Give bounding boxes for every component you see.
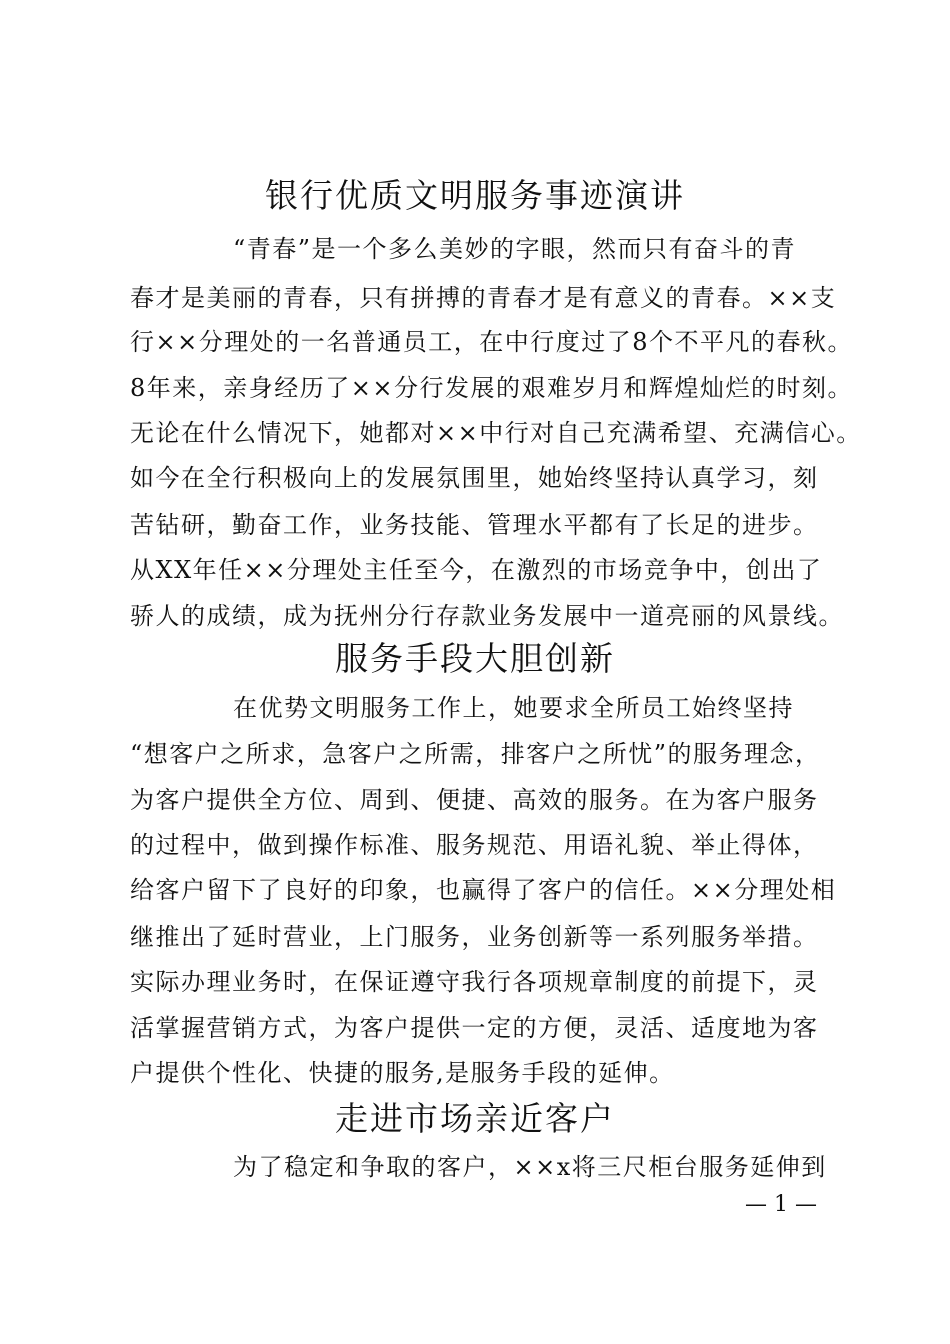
intro-line-9: 骄人的成绩，成为抚州分行存款业务发展中一道亮丽的风景线。: [130, 602, 844, 630]
intro-line-3: 行××分理处的一名普通员工，在中行度过了8个不平凡的春秋。: [130, 328, 853, 356]
intro-line-4: 8年来，亲身经历了××分行发展的艰难岁月和辉煌灿烂的时刻。: [130, 374, 853, 402]
intro-line-5: 无论在什么情况下，她都对××中行对自己充满希望、充满信心。: [130, 419, 862, 447]
intro-line-7: 苦钻研，勤奋工作，业务技能、管理水平都有了长足的进步。: [130, 511, 819, 539]
intro-line-6: 如今在全行积极向上的发展氛围里，她始终坚持认真学习，刻: [130, 464, 819, 492]
section1-line-3: 为客户提供全方位、周到、便捷、高效的服务。在为客户服务: [130, 786, 819, 814]
page-number: — 1 —: [745, 1192, 817, 1217]
document-title: 银行优质文明服务事迹演讲: [265, 176, 685, 215]
section1-line-4: 的过程中，做到操作标准、服务规范、用语礼貌、举止得体，: [130, 831, 819, 859]
section1-line-6: 继推出了延时营业，上门服务，业务创新等一系列服务举措。: [130, 923, 819, 951]
section-heading-market-customers: 走进市场亲近客户: [335, 1099, 615, 1138]
section1-line-1: 在优势文明服务工作上，她要求全所员工始终坚持: [233, 694, 794, 722]
section1-line-8: 活掌握营销方式，为客户提供一定的方便，灵活、适度地为客: [130, 1014, 819, 1042]
section1-line-5: 给客户留下了良好的印象，也赢得了客户的信任。××分理处相: [130, 876, 837, 904]
section-heading-service-innovation: 服务手段大胆创新: [335, 639, 615, 678]
section2-line-1: 为了稳定和争取的客户，××x将三尺柜台服务延伸到: [233, 1153, 827, 1181]
intro-line-8: 从XX年任××分理处主任至今，在激烈的市场竞争中，创出了: [130, 556, 823, 584]
section1-line-9: 户提供个性化、快捷的服务,是服务手段的延伸。: [130, 1059, 675, 1087]
intro-line-1: “青春”是一个多么美妙的字眼，然而只有奋斗的青: [233, 235, 797, 263]
section1-line-2: “想客户之所求，急客户之所需，排客户之所忧”的服务理念，: [130, 740, 821, 768]
intro-line-2: 春才是美丽的青春，只有拼搏的青春才是有意义的青春。××支: [130, 284, 837, 312]
section1-line-7: 实际办理业务时，在保证遵守我行各项规章制度的前提下，灵: [130, 968, 819, 996]
